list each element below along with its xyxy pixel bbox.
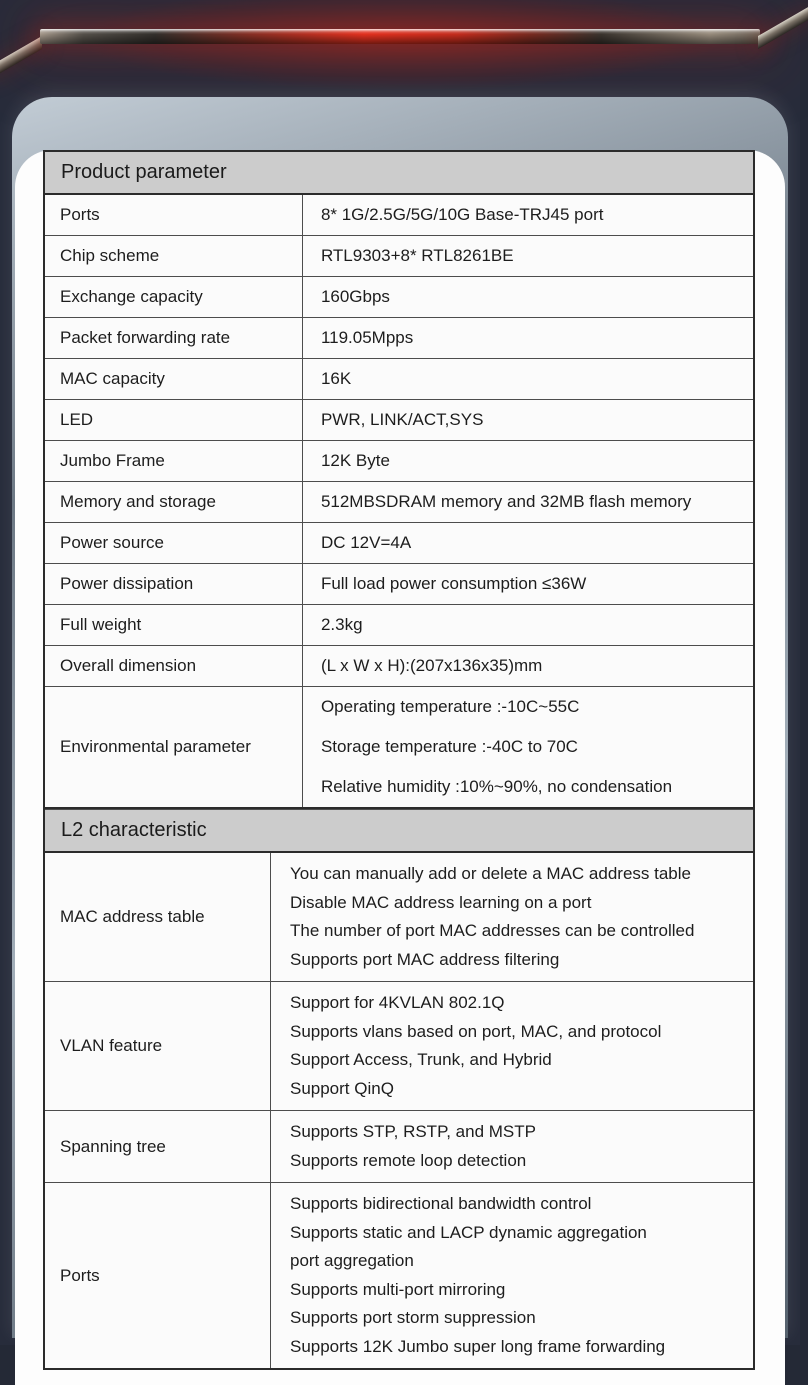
row-value-line: Supports bidirectional bandwidth control <box>289 1194 592 1213</box>
section-header: L2 characteristic <box>44 810 754 853</box>
row-value <box>302 646 754 687</box>
row-value-line: 160Gbps <box>320 287 390 306</box>
table-row <box>44 400 754 441</box>
table-row <box>44 318 754 359</box>
row-value-line: 2.3kg <box>320 615 363 634</box>
table-row <box>44 646 754 687</box>
row-label: Ports <box>44 1183 270 1370</box>
row-value <box>302 482 754 523</box>
row-value-line: Relative humidity :10%~90%, no condensation <box>320 777 673 796</box>
row-label: Exchange capacity <box>44 277 302 318</box>
row-value-line: 12K Byte <box>320 451 390 470</box>
row-value-line: Supports port storm suppression <box>289 1308 536 1327</box>
row-label: VLAN feature <box>44 982 270 1111</box>
row-value <box>302 194 754 236</box>
bar-metal <box>40 29 760 44</box>
row-label: Memory and storage <box>44 482 302 523</box>
row-label: MAC capacity <box>44 359 302 400</box>
row-value-line: Supports remote loop detection <box>289 1150 527 1170</box>
row-label: Packet forwarding rate <box>44 318 302 359</box>
row-label: MAC address table <box>44 852 270 982</box>
row-value <box>302 523 754 564</box>
table-row <box>44 194 754 236</box>
spec-table <box>43 809 755 1370</box>
row-value-line: Supports static and LACP dynamic aggregation <box>289 1222 647 1242</box>
row-value <box>302 564 754 605</box>
row-value-line: 8* 1G/2.5G/5G/10G Base-TRJ45 port <box>320 205 604 224</box>
row-value-line: The number of port MAC addresses can be controlled <box>289 921 695 940</box>
row-value-line: port aggregation <box>289 1251 414 1270</box>
row-value-line: Storage temperature :-40C to 70C <box>320 737 578 756</box>
row-value-line: Full load power consumption ≤36W <box>320 574 587 593</box>
row-value <box>270 1183 754 1370</box>
table-row <box>44 523 754 564</box>
row-value <box>270 982 754 1111</box>
row-value <box>302 318 754 359</box>
row-label: Full weight <box>44 605 302 646</box>
row-value-line: Support for 4KVLAN 802.1Q <box>289 993 505 1012</box>
row-value <box>302 277 754 318</box>
bar-left-wing <box>0 36 42 78</box>
row-value-line: 16K <box>320 369 352 388</box>
row-value-line: (L x W x H):(207x136x35)mm <box>320 656 543 675</box>
row-value-line: Supports multi-port mirroring <box>289 1279 506 1299</box>
table-row <box>44 1183 754 1370</box>
section-header: Product parameter <box>44 151 754 194</box>
row-label: Power source <box>44 523 302 564</box>
table-row <box>44 687 754 809</box>
table-row <box>44 564 754 605</box>
spec-table <box>43 150 755 809</box>
row-value <box>302 441 754 482</box>
row-label: Power dissipation <box>44 564 302 605</box>
spec-card-inner <box>15 150 785 1385</box>
row-value-line: Operating temperature :-10C~55C <box>320 697 580 716</box>
row-label: LED <box>44 400 302 441</box>
row-value-line: Supports port MAC address filtering <box>289 949 560 969</box>
table-row <box>44 1111 754 1183</box>
row-value <box>302 359 754 400</box>
spec-tables <box>43 150 755 1370</box>
table-row <box>44 277 754 318</box>
table-row <box>44 982 754 1111</box>
row-label: Environmental parameter <box>44 687 302 809</box>
table-row <box>44 359 754 400</box>
row-value <box>270 852 754 982</box>
row-value-line: Disable MAC address learning on a port <box>289 892 592 912</box>
row-value <box>302 400 754 441</box>
row-value-line: Supports 12K Jumbo super long frame forwarding <box>289 1336 666 1356</box>
row-value <box>302 236 754 277</box>
row-value-line: RTL9303+8* RTL8261BE <box>320 246 514 265</box>
section-header-row <box>44 810 754 853</box>
row-value-line: Supports vlans based on port, MAC, and protocol <box>289 1021 662 1041</box>
row-label: Jumbo Frame <box>44 441 302 482</box>
row-value <box>302 687 754 809</box>
row-value-line: PWR, LINK/ACT,SYS <box>320 410 484 429</box>
row-value-line: Supports STP, RSTP, and MSTP <box>289 1122 536 1141</box>
section-header-row <box>44 151 754 194</box>
row-value-line: 512MBSDRAM memory and 32MB flash memory <box>320 492 692 511</box>
row-value <box>302 605 754 646</box>
row-value-line: Support QinQ <box>289 1078 394 1098</box>
table-row <box>44 236 754 277</box>
row-label: Overall dimension <box>44 646 302 687</box>
row-value-line: 119.05Mpps <box>320 328 414 347</box>
row-value <box>270 1111 754 1183</box>
bar-right-wing <box>758 7 808 49</box>
row-value-line: DC 12V=4A <box>320 533 412 552</box>
row-label: Ports <box>44 194 302 236</box>
row-label: Chip scheme <box>44 236 302 277</box>
row-value-line: You can manually add or delete a MAC address table <box>289 864 691 883</box>
spec-card <box>12 97 788 1356</box>
table-row <box>44 852 754 982</box>
row-label: Spanning tree <box>44 1111 270 1183</box>
row-value-line: Support Access, Trunk, and Hybrid <box>289 1050 552 1069</box>
table-row <box>44 605 754 646</box>
table-row <box>44 482 754 523</box>
table-row <box>44 441 754 482</box>
